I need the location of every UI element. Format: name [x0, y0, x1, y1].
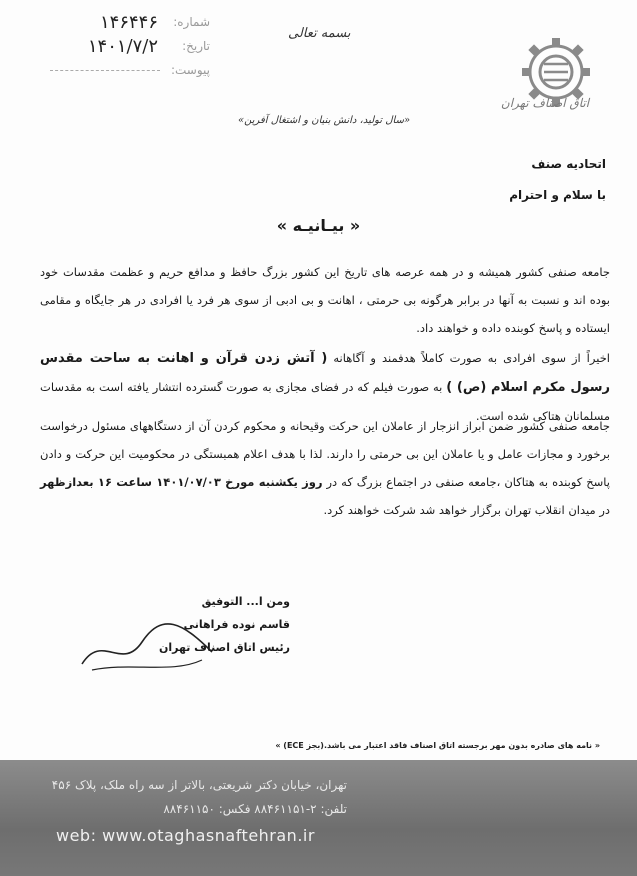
number-label: شماره:: [173, 15, 210, 29]
number-row: [10, 10, 210, 34]
paragraph-3-intro: جامعه صنفی کشور ضمن ابراز انزجار از عاملان این حرکت وقیحانه و محکوم کردن آن از دستگاههای مسئول درخواست برخورد و مجازات عامل و یا عاملان این بی حرمتی را دارند. لذا با هدف اعلام همبستگی در محکومیت این حرکت و دادن پاسخ کوبنده به هتاکان ،جامعه صنفی در اجتماع بزرگ که در: [40, 419, 610, 489]
statement-title: « بیـانیـه »: [276, 216, 361, 235]
attachment-line: [50, 70, 160, 71]
paragraph-1: جامعه صنفی کشور همیشه و در همه عرصه های تاریخ این کشور بزرگ حافظ و مدافع حریم و عظمت مقدسات خود بوده اند و نسبت به آنها در برابر هرگونه بی حرمتی ، اهانت و بی ادبی از سوی هر فرد یا افرادی در هر جایگاه و مقامی ایستاده و پاسخ کوبنده داده و خواهند داد.: [40, 265, 610, 335]
chamber-logo: [492, 30, 612, 130]
footer-band: [0, 760, 637, 876]
attachment-label: پیوست:: [170, 63, 210, 77]
letter-date: ۱۴۰۱/۷/۲: [87, 35, 158, 57]
addressee: اتحادیه صنف: [531, 157, 606, 171]
org-name: اتاق اصناف تهران: [500, 96, 590, 110]
paragraph-2-intro: اخیراً از سوی افرادی به صورت کاملاً هدفمند و آگاهانه: [333, 351, 610, 365]
date-label: تاریخ:: [182, 39, 210, 53]
paragraph-2-rest: به صورت فیلم که در فضای مجازی به صورت گسترده انتشار یافته است به مقدسات مسلمانان هتاکی شده است.: [40, 380, 610, 423]
footnote: « نامه های صادره بدون مهر برجسته اتاق اصناف فاقد اعتبار می باشد.(بجز ECE) »: [275, 741, 600, 750]
footer-phone: تلفن: ۲-۸۸۴۶۱۱۵۱ فکس: ۸۸۴۶۱۱۵۰: [163, 802, 347, 816]
footer-address: تهران، خیابان دکتر شریعتی، بالاتر از سه راه ملک، پلاک ۴۵۶: [51, 778, 347, 792]
paragraph-3-rest: در میدان انقلاب تهران برگزار خواهد شد شرکت خواهند کرد.: [323, 503, 610, 517]
signer-name: قاسم نوده فراهانی: [183, 618, 290, 631]
letter-meta: [10, 10, 210, 82]
paragraph-3: [40, 412, 610, 524]
closing-phrase: ومن ا... التوفیق: [201, 595, 290, 608]
paragraph-2-emphasis: ( آتش زدن قرآن و اهانت به ساحت مقدس رسول مکرم اسلام (ص) ): [40, 351, 611, 395]
attachment-row: [10, 58, 210, 82]
bismillah: بسمه تعالی: [288, 26, 351, 41]
date-row: [10, 34, 210, 58]
letter-number: ۱۴۶۴۴۶: [99, 11, 158, 33]
signer-title: رئیس اتاق اصناف تهران: [158, 641, 290, 654]
year-motto: «سال تولید، دانش بنیان و اشتغال آفرین»: [238, 115, 411, 126]
signature: [72, 612, 222, 682]
footer-website: web: www.otaghasnaftehran.ir: [56, 826, 315, 845]
event-datetime: روز یکشنبه مورخ ۱۴۰۱/۰۷/۰۳ ساعت ۱۶ بعدازظهر: [40, 475, 323, 489]
salutation: با سلام و احترام: [509, 188, 606, 202]
